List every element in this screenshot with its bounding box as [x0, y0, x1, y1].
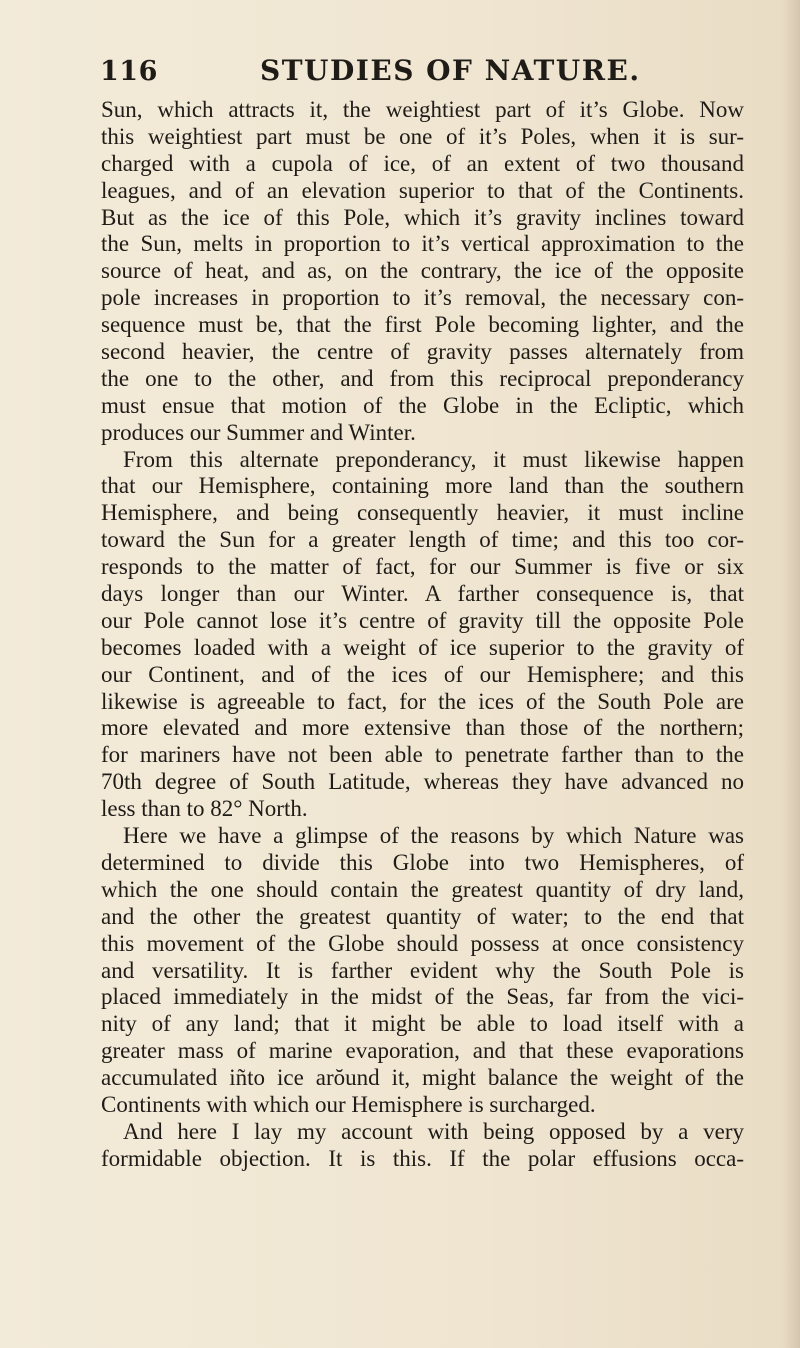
text-line: placed immediately in the midst of the Seas, far from the vici-	[101, 984, 744, 1010]
page-number: 116	[100, 56, 158, 87]
page-header	[100, 52, 740, 92]
text-line: and versatility. It is farther evident why the South Pole is	[101, 957, 744, 983]
text-line: accumulated iñto ice arŏund it, might balance the weight of the	[101, 1065, 744, 1091]
text-line: toward the Sun for a greater length of time; and this too cor-	[101, 527, 744, 553]
text-line: leagues, and of an elevation superior to that of the Continents.	[101, 177, 744, 203]
text-line: pole increases in proportion to it’s removal, the necessary con-	[101, 285, 744, 311]
text-line: From this alternate preponderancy, it must likewise happen	[123, 446, 744, 472]
text-line: must ensue that motion of the Globe in the Ecliptic, which	[101, 392, 744, 418]
text-line: becomes loaded with a weight of ice superior to the gravity of	[101, 634, 744, 660]
running-title: STUDIES OF NATURE.	[260, 54, 641, 87]
text-line: determined to divide this Globe into two Hemispheres, of	[101, 849, 744, 875]
text-line: Hemisphere, and being consequently heavier, it must incline	[101, 500, 744, 526]
text-line: our Continent, and of the ices of our Hemisphere; and this	[101, 661, 744, 687]
text-line: nity of any land; that it might be able to load itself with a	[101, 1011, 744, 1037]
text-line: which the one should contain the greatest quantity of dry land,	[101, 876, 744, 902]
text-line: produces our Summer and Winter.	[101, 419, 416, 445]
text-line: formidable objection. It is this. If the polar effusions occa-	[101, 1145, 744, 1171]
text-line: Sun, which attracts it, the weightiest part of it’s Globe. Now	[101, 97, 744, 122]
text-line: that our Hemisphere, containing more land than the southern	[101, 473, 744, 499]
text-line: source of heat, and as, on the contrary, the ice of the opposite	[101, 258, 744, 284]
text-line: greater mass of marine evaporation, and that these evaporations	[101, 1038, 744, 1064]
text-line: our Pole cannot lose it’s centre of gravity till the opposite Pole	[101, 607, 744, 633]
text-line: Here we have a glimpse of the reasons by which Nature was	[123, 823, 744, 849]
text-line: and the other the greatest quantity of water; to the end that	[101, 903, 744, 929]
text-line: But as the ice of this Pole, which it’s gravity inclines toward	[101, 204, 744, 230]
text-line: responds to the matter of fact, for our Summer is five or six	[101, 554, 744, 580]
text-line: charged with a cupola of ice, of an extent of two thousand	[101, 150, 744, 176]
text-line: sequence must be, that the first Pole becoming lighter, and the	[101, 312, 744, 338]
text-line: this movement of the Globe should possess at once consistency	[101, 930, 744, 956]
text-line: likewise is agreeable to fact, for the ices of the South Pole are	[101, 688, 744, 714]
text-line: for mariners have not been able to penetrate farther than to the	[101, 742, 744, 768]
text-line: second heavier, the centre of gravity passes alternately from	[101, 339, 744, 365]
text-line: less than to 82° North.	[101, 796, 308, 822]
text-line: And here I lay my account with being opposed by a very	[123, 1118, 744, 1144]
text-line: 70th degree of South Latitude, whereas they have advanced no	[101, 769, 744, 795]
text-line: the Sun, melts in proportion to it’s vertical approximation to the	[101, 231, 744, 257]
text-line: the one to the other, and from this reciprocal preponderancy	[101, 365, 744, 391]
text-line: Continents with which our Hemisphere is surcharged.	[101, 1091, 596, 1117]
text-line: more elevated and more extensive than those of the northern;	[101, 715, 744, 741]
text-line: this weightiest part must be one of it’s Poles, when it is sur-	[101, 123, 744, 149]
body-text	[101, 97, 744, 1173]
text-line: days longer than our Winter. A farther consequence is, that	[101, 581, 744, 607]
page-edge-shadow	[782, 0, 800, 1348]
